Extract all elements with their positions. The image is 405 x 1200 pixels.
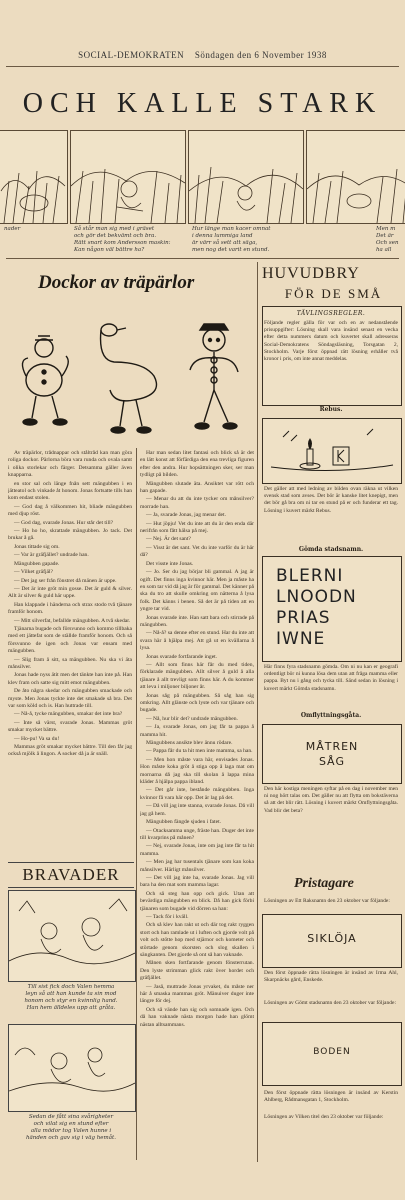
sikloja-box [262,914,402,968]
story-paragraph: — Nej, svarade Jonas, inte om jag inte får ta hit mamma. [140,843,254,857]
bravader-art-2 [9,1025,135,1111]
story-paragraph: — Ja, svarade Jonas, jag menar det. [146,512,226,519]
story-paragraph: — Hut jöpju! Vet du inte att du är den enda där nerifrån som fått hälsa på mej. [140,520,254,535]
story-paragraph: Och så steg han opp och gick. Utan att bevärdiga mängubben en blick. Då han gick förbi tjänaren som bugade vid dörren sa han: [140,890,254,912]
story-paragraph: — Tack för i kväll. [146,913,189,920]
story-paragraph: Jonas tittade sig om. [14,543,60,550]
story-paragraph: — Nå-å? sa denne efter en stund. Har du inte att svara här å hjälpa mej. Att gå ut en kvällarna å lysa. [140,630,254,652]
story-paragraph: Tjänarna bugade och försvunno och kommo tillbaka med ett jättefat som de ställde framför honom. Och så försvunno de igen och Jonas var ensam med mängubben. [8,625,132,655]
story-paragraph: — Det vill jag inte ha, svarade Jonas. Jag vill bara ha den mat som mamma lagar. [140,874,254,889]
rebus-text: Det gäller att med ledning av bilden ovan räkna ut vilken svensk stad som avses. Det bör är kanske litet knepigt, men det bör gå bra om ni tar en stund på er och funderar ett tag. Lösning i kuvert märkt Rebus. [264,486,398,514]
bead-dolls-illustration [14,300,254,440]
bravader-title: BRAVADER [8,862,134,888]
column-divider [136,448,137,1160]
story-paragraph: Mängubben gapade. [14,560,60,567]
story-paragraph: — Mitt silverfat, befallde mängubben. A två skedar. [14,617,131,624]
pristagare-text-3: Lösningen av Gömt stadsnamn den 23 oktober var följande: [264,1000,396,1006]
rebus-candle-icon [263,419,401,483]
comic-panel-4 [306,130,405,224]
boden-box [262,1022,402,1086]
story-paragraph: — Menar du att du inte tycker om månsilver? morrade han. [140,496,254,510]
pristagare-text-5: Lösningen av Vilken titel den 23 oktober var följande: [264,1114,384,1120]
comic-panel-art [0,131,67,223]
story-paragraph: — Allt som finns här får du med tiden, förklarade mängubben. Allt silver å guld å alla tjänare å allt trevligt som finns här. A du kommer att leva i miljoner biljoner år. [140,661,254,691]
comic-caption-1: nader [4,226,21,232]
story-paragraph: — Det jag ser från fönstret då mänen är uppe. [14,577,117,584]
story-paragraph: Det visste inte Jonas. [146,560,194,567]
dockor-column-2 [140,450,254,1162]
story-paragraph: Har man sedan litet fantasi och blick så är det en lätt konst att förfärdiga den ena trevliga figuren efter den andra. Hur hopsättningen sker, ser man tydligt på bilden. [140,450,254,479]
omflytt-label: Omflyttningsgåta. [300,712,362,719]
story-paragraph: — Ho ho ho, skrattade mängubben. Jo tack. Det brukar å gå. [8,528,132,542]
comic-caption-2: Så står man sig med i gräset och gör det bekvämt och bra. Rätt snart kom Andersson maskin: Kan någon väl bättre ha? [74,226,171,253]
rebus-box [262,418,402,484]
comic-panel-1 [0,130,68,224]
dockor-title: Dockor av träpärlor [38,272,195,293]
hidden-city-letters: BLERNI LNOODN PRIAS IWNE [276,566,357,649]
huvudbry-subtitle: FÖR DE SMÅ [284,286,383,301]
story-paragraph: — Var är gräfjället? undrade han. [14,552,89,559]
story-paragraph: — Men jag har tusentals tjänare som kan koka månsilver. Härligt månsilver. [140,859,254,873]
story-paragraph: Jonas svarade inte. Han satt bara och stirrade på mängubben. [140,614,254,628]
story-paragraph: Och så vände han sig och somnade igen. Och då han vaknade nästa morgon hade han glömt nästan alltsammans. [140,1006,254,1028]
pristagare-title: Pristagare [294,876,354,891]
story-paragraph: — Då vill jag inte stanna, svarade Jonas. Då vill jag gå hem. [140,803,254,817]
comic-panel-2 [70,130,186,224]
masthead [0,50,405,64]
story-paragraph: — Jaså, muttrade Jonas yrvaket, du måste ner här å smaska mammas gröt. Mänuiver duger inte längre för dej. [140,983,254,1005]
comic-caption-4: Men m Det är Och sen ha all [376,226,399,253]
comic-panel-3 [188,130,304,224]
pristagare-text-4: Den först öppnade rätta lösningen är insänd av Kerstin Ahlberg, Rådmansgatan 1, Stockholm. [264,1090,398,1104]
paper-name: SOCIAL-DEMOKRATEN [78,50,185,60]
comic-panel-art [307,131,405,223]
bravader-image-1 [8,890,136,982]
comic-panel-art [71,131,185,223]
pristagare-text-1: Lösningen av Ett Raksnamn den 23 oktober var följande: [264,898,390,904]
story-paragraph: — Slig fram å sitt, sa mängubben. Nu ska vi äta månsilver. [8,656,132,670]
story-paragraph: — God dag å välkommen hit, bliade mängubben med djup röst. [8,503,132,518]
story-paragraph: — Nej. Är det sant? [146,536,191,543]
story-paragraph: — Inte så värst, svarade Jonas. Mammas gröt smakar mycket bättre. [8,719,132,734]
story-paragraph: De åto några skedar och mängubben smackade och myste. Men Jonas tyckte inte det smakade så bra. Det var som köld och is. Han huttrade till. [8,688,132,709]
story-paragraph: — Visst är det sant. Vet du inte varför du är här då? [140,544,254,559]
bravader-caption-2: Sedan de fått sina svårigheter och vilat sig en stund efter alla mödor tog Valen hunne i händen och gav sig i väg hemåt. [25,1114,117,1141]
story-paragraph: Han klappade i händerna och strax stodo två tjänare framför honom. [8,601,132,616]
comic-panels [8,130,400,222]
story-paragraph: — Vilket gräfjäl? [14,569,54,576]
story-paragraph: Jonas hade nyss ätit men det tänkte han inte på. Han klev fram och satte sig mitt emot mängubben. [8,672,132,686]
bravader-caption-1: Till sist fick doch Valen hemma leyn så att han kunde ta sin mod honom och styr en kvinnlig hand. Han hem älldeles upp att gråta. [24,984,118,1011]
story-paragraph: Jonas svarade fortfarande inget. [146,653,218,660]
story-paragraph: Månen sken fortfarande genom fönsterrutan. Den lyste strimman glick rakt över hordet och gräfjället. [140,960,254,982]
comic-caption-3: Hur länge man kacer omnat i denna lummiga land är värr så sett att säga, men nog det varit en stund. [192,226,271,253]
story-paragraph: Och så klev han rakt ut och där tog rakt ryggen stort och han ramlade ut i luften och gjorde volt på volt och stötte hop med stjärnor och kometer och störtade genom skorsten och slog skallen i sängkanten. Det gjorde så ont så han vaknade. [140,922,254,958]
huvudbry-title: HUVUDBRY [262,266,360,282]
gomda-label: Gömda stadsnamn. [298,546,364,553]
comic-panel-art [189,131,303,223]
rules-text: Följande regler gälla för var och en av nedanstående prisuppgifter: Lösning skall vara insänd senast en vecka efter detta nummers datum och kuvertet skall adresseras Social-Demokratens Söndagsläsning, Torsgatan 2, Stockholm. Varje först öppnad rätt lösning erhåller två kronor i pris, om inte annat meddelas. [264,320,398,363]
gomda-text: Här finns fyra stadsnamn gömda. Om ni nu kan er geografi ordentligt bör ni kunna lösa dem utan att fråga mamma eller pappa. Byt nu i gång och tycka till. Sänd sedan in lösning i kuvert märkt Gömda stadsnamn. [264,664,398,692]
omflytt-text: Den här kostiga meningen syftar på en dag i november men ni nog hört talas om. Det gäller nu att flytta om bokstäverna så att det blir rätt. Lösning i kuvert märkt Omflyttningsgåta. Vad blir det beta? [264,786,398,814]
story-paragraph: — Det är inte gröt min gosse. Det är guld & silver. Allt är silver & guld här uppe. [8,585,132,600]
story-paragraph: — Pappa får du ta hit men inte mamma, sa han. [146,748,253,755]
story-paragraph: en stor sal och länge fnån sett mängubben i en jätteatol och vinkade åt honom. Jonas fortsatte tills han kom endast stolen. [8,480,132,502]
issue-date: Söndagen den 6 November 1938 [194,50,327,60]
rules-heading: TÄVLINGSREGLER. [296,310,366,317]
pristagare-text-2: Den först öppnade rätta lösningen är insänd av Irma Ahl, Skarpnäcks gård, Enskede. [264,970,398,984]
story-paragraph: — Otacksamma unge, fräste han. Duger det inte till kvarprins på månen? [140,827,254,841]
bravader-art-1 [9,891,135,981]
dockor-column-1 [8,450,132,854]
story-paragraph: — Nå-å, tycke mängubben, smakar det inte bra? [14,711,123,718]
comic-title: OCH KALLE STARK [22,88,383,119]
section-rule [6,258,399,259]
story-paragraph: Av träpärlor, trådnappar och ståltråd kan man göra roliga dockor. Pärlorna böra vara runda och ovala samt i olika storlekar och färger. Detsamma gäller även knapparna. [8,450,132,479]
story-paragraph: Mammas gröt smakar mycket bättre. Till den får jag också mjölk å lingon. A socker då ja är snäll. [8,744,132,758]
boden-answer: BODEN [313,1047,351,1057]
anagram-text: MÅTREN SÅG [305,740,359,768]
story-paragraph: — Jo. Ser du jag börjar bli gammal. A jag är ogift. Det finns inga kvinnor här. Men ja måste ha en som tar vid då jag är för gammal. Det känner på ska du tro att skulle omkring om nätterna å lysa folk. Det känns i benen. Så det är på tiden att en yngre tar vid. [140,569,254,613]
story-paragraph: — Ho-pu! Va sa du! [14,735,60,742]
story-paragraph: Jonas såg på mängubben. Så såg han sig omkring. Allt glänste och lyste och var tjänare och bugade. [140,692,254,714]
omflytt-box [262,724,402,784]
story-paragraph: — God dag, svarade Jonas. Hur står det till? [14,519,114,526]
story-paragraph: — Det går inte, bestånde mängubben. Inga kvinnor få vara här opp. Det är lag på det. [140,787,254,801]
story-paragraph: — Men hon måste vara här, envisades Jonas. Hon måste koka gröt å stiga opp å laga mat om mornarna då jag ska till skolan å lappa mina kläder å hjälpa pappa ibland. [140,756,254,786]
rebus-label: Rebus. [319,406,343,413]
sikloja-answer: SIKLÖJA [307,932,357,945]
story-paragraph: — Nå, hur blir det? undrade mängubben. [146,715,238,722]
story-paragraph: Mängubbens ansikte blev ännu rödare. [146,740,233,747]
masthead-rule [6,66,399,67]
bravader-image-2 [8,1024,136,1112]
story-paragraph: — Ja, svarade Jonas, om jag får ta pappa å mamma hit. [140,724,254,738]
column-divider [257,262,258,1162]
story-paragraph: Mängubben slutade äta. Ansiktet var rött och han gapade. [140,480,254,495]
story-paragraph: Mängubben fängde sjuden i fatet. [146,819,222,826]
